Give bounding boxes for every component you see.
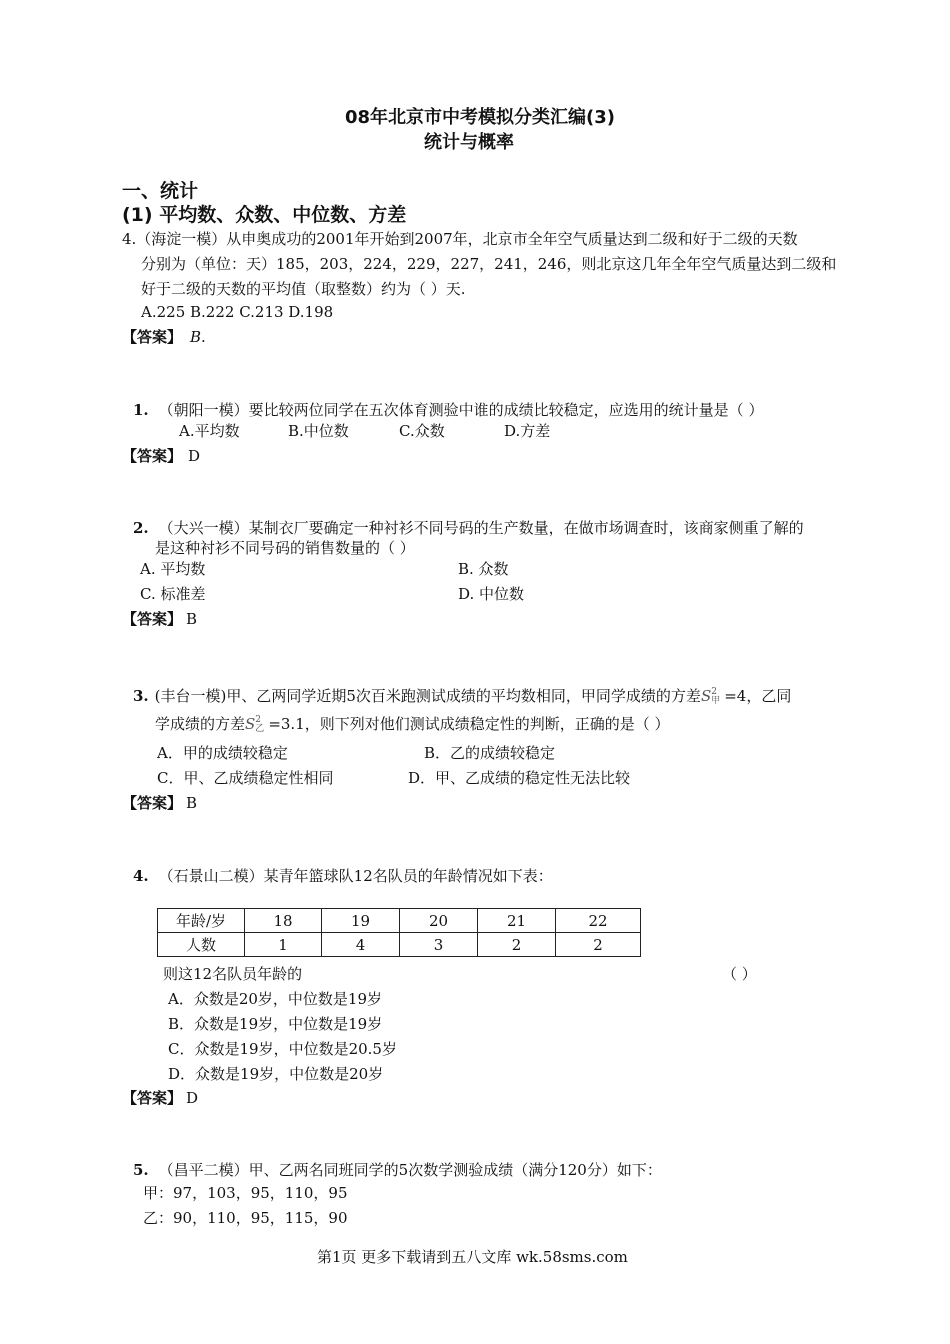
document-title: 08年北京市中考模拟分类汇编(3) [345, 107, 616, 128]
variance-jia-value: =4 [724, 687, 747, 705]
answer-value: D [188, 447, 201, 465]
q-daxing-option-b: B. 众数 [458, 560, 509, 578]
q-fengtai-line2 [155, 713, 670, 734]
variance-yi-symbol: S 2 乙 [245, 715, 265, 734]
q-daxing-option-d: D. 中位数 [458, 585, 525, 603]
table-cell: 19 [322, 909, 400, 933]
question-number: 4. [133, 867, 149, 885]
q-shijingshan-paren: （ ） [722, 965, 757, 983]
q-chaoyang-option-c: C.众数 [399, 422, 445, 440]
q-daxing-line2: 是这种衬衫不同号码的销售数量的（ ） [155, 539, 415, 557]
q-shijingshan-option-c: C．众数是19岁，中位数是20.5岁 [168, 1040, 397, 1058]
q-shijingshan-option-d: D．众数是19岁，中位数是20岁 [168, 1065, 384, 1083]
q-changping-stem [133, 1159, 662, 1180]
q-fengtai-line1 [133, 685, 791, 706]
question-text-tail: ，则下列对他们测试成绩稳定性的判断，正确的是（ ） [304, 715, 670, 733]
answer-label: 【答案】 [122, 610, 183, 628]
answer-label: 【答案】 [122, 1089, 183, 1107]
page-footer: 第1页 更多下载请到五八文库 wk.58sms.com [317, 1248, 628, 1266]
q-haidian-options: A.225 B.222 C.213 D.198 [141, 303, 334, 321]
table-cell: 年龄/岁 [158, 909, 245, 933]
q-shijingshan-option-a: A．众数是20岁，中位数是19岁 [168, 990, 383, 1008]
answer-value: B [186, 794, 198, 812]
question-number: 5. [133, 1161, 149, 1179]
q-fengtai-answer [122, 792, 197, 813]
q-daxing-answer [122, 608, 197, 629]
table-row [158, 909, 641, 933]
answer-value: B [186, 610, 198, 628]
answer-label: 【答案】 [122, 328, 183, 346]
q-fengtai-option-c: C．甲、乙成绩稳定性相同 [157, 769, 334, 787]
table-cell: 人数 [158, 933, 245, 957]
table-cell: 22 [556, 909, 641, 933]
q-haidian-answer [122, 326, 206, 347]
q-haidian-line2: 分别为（单位：天）185，203，224，229，227，241，246，则北京这几年全年空气质量达到二级和 [141, 255, 837, 273]
q-shijingshan-question: 则这12名队员年龄的 [163, 965, 303, 983]
question-number: 3. [133, 687, 149, 705]
q-chaoyang-option-a: A.平均数 [179, 422, 240, 440]
q-changping-yi-scores: 乙：90，110，95，115，90 [143, 1209, 348, 1227]
q-chaoyang-option-b: B.中位数 [288, 422, 349, 440]
q-chaoyang-answer [122, 445, 200, 466]
q-daxing-line1 [133, 517, 804, 538]
q-haidian-line1: 4.（海淀一模）从申奥成功的2001年开始到2007年，北京市全年空气质量达到二级和好于二级的天数 [122, 230, 798, 248]
question-text: （大兴一模）某制衣厂要确定一种衬衫不同号码的生产数量，在做市场调查时，该商家侧重了解的 [158, 519, 804, 537]
q-shijingshan-option-b: B．众数是19岁，中位数是19岁 [168, 1015, 383, 1033]
answer-label: 【答案】 [122, 447, 183, 465]
q-fengtai-option-b: B．乙的成绩较稳定 [424, 744, 556, 762]
answer-value: D [186, 1089, 199, 1107]
question-text-tail: ，乙同 [746, 687, 792, 705]
variance-jia-symbol: S 2 甲 [700, 687, 721, 706]
answer-value: B [190, 328, 202, 346]
table-cell: 4 [322, 933, 400, 957]
table-cell: 2 [556, 933, 641, 957]
q-chaoyang-option-d: D.方差 [504, 422, 551, 440]
question-text: （昌平二模）甲、乙两名同班同学的5次数学测验成绩（满分120分）如下： [158, 1161, 662, 1179]
table-cell: 20 [400, 909, 478, 933]
table-cell: 3 [400, 933, 478, 957]
answer-dot: . [201, 328, 206, 346]
section-heading: 一、统计 [122, 180, 199, 202]
table-row [158, 933, 641, 957]
question-text: 学成绩的方差 [155, 715, 246, 733]
table-cell: 2 [478, 933, 556, 957]
table-cell: 21 [478, 909, 556, 933]
q-daxing-option-c: C. 标准差 [140, 585, 206, 603]
table-cell: 1 [245, 933, 322, 957]
table-cell: 18 [245, 909, 322, 933]
q-fengtai-option-d: D．甲、乙成绩的稳定性无法比较 [408, 769, 631, 787]
variance-yi-value: =3.1 [268, 715, 305, 733]
q-haidian-line3: 好于二级的天数的平均值（取整数）约为（ ）天. [141, 280, 466, 298]
question-text: (丰台一模)甲、乙两同学近期5次百米跑测试成绩的平均数相同，甲同学成绩的方差 [154, 687, 701, 705]
question-number: 2. [133, 519, 149, 537]
question-text: （石景山二模）某青年篮球队12名队员的年龄情况如下表： [158, 867, 553, 885]
question-number: 1. [133, 401, 149, 419]
subsection-heading: (1) 平均数、众数、中位数、方差 [122, 204, 407, 226]
q-shijingshan-stem [133, 865, 553, 886]
q-shijingshan-answer [122, 1087, 198, 1108]
q-chaoyang-stem [133, 399, 763, 420]
document-subtitle: 统计与概率 [424, 132, 514, 153]
answer-label: 【答案】 [122, 794, 183, 812]
q-daxing-option-a: A. 平均数 [140, 560, 206, 578]
q-changping-jia-scores: 甲：97，103，95，110，95 [143, 1184, 348, 1202]
q-fengtai-option-a: A．甲的成绩较稳定 [157, 744, 288, 762]
age-table [157, 908, 641, 957]
question-text: （朝阳一模）要比较两位同学在五次体育测验中谁的成绩比较稳定，应选用的统计量是（ ） [158, 401, 764, 419]
